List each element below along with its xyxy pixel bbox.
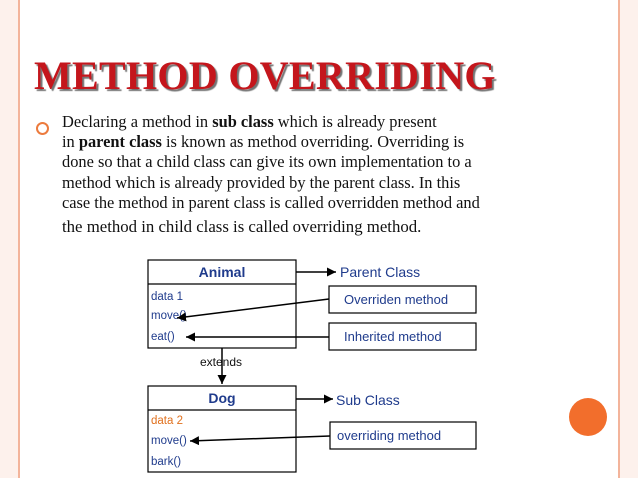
text-run: method which is already provided by the parent class. In this bbox=[62, 172, 461, 192]
bold-term: sub class bbox=[212, 112, 274, 131]
child-member-bark: bark() bbox=[151, 456, 182, 468]
child-member-data: data 2 bbox=[151, 415, 183, 427]
decorative-orange-circle bbox=[569, 398, 607, 436]
parent-member-data: data 1 bbox=[151, 291, 183, 303]
child-class-name: Dog bbox=[208, 390, 236, 406]
child-class-box bbox=[148, 386, 296, 472]
parent-class-box bbox=[148, 260, 296, 348]
slide-title: METHOD OVERRIDING bbox=[34, 53, 496, 98]
parent-member-eat: eat() bbox=[151, 331, 175, 343]
parent-class-name: Animal bbox=[198, 264, 246, 280]
sub-class-label: Sub Class bbox=[336, 392, 400, 408]
extends-label: extends bbox=[200, 355, 243, 369]
text-run: the method in child class is called overriding method. bbox=[62, 217, 422, 237]
inherited-method-label: Inherited method bbox=[344, 329, 442, 344]
text-run: Declaring a method in bbox=[62, 112, 213, 131]
bold-term: parent class bbox=[78, 132, 162, 152]
overriden-method-label: Overriden method bbox=[344, 292, 449, 307]
parent-class-label: Parent Class bbox=[340, 264, 421, 280]
overriding-method-label: overriding method bbox=[337, 428, 442, 443]
text-run: which is already present bbox=[273, 112, 437, 131]
parent-member-move: move() bbox=[151, 310, 187, 322]
text-run: is known as method overriding. Overriding is bbox=[161, 132, 465, 152]
text-run: in bbox=[62, 132, 79, 152]
text-run: done so that a child class can give its own implementation to a bbox=[62, 152, 472, 172]
child-member-move: move() bbox=[151, 435, 187, 447]
text-run: case the method in parent class is called overridden method and bbox=[62, 192, 480, 212]
